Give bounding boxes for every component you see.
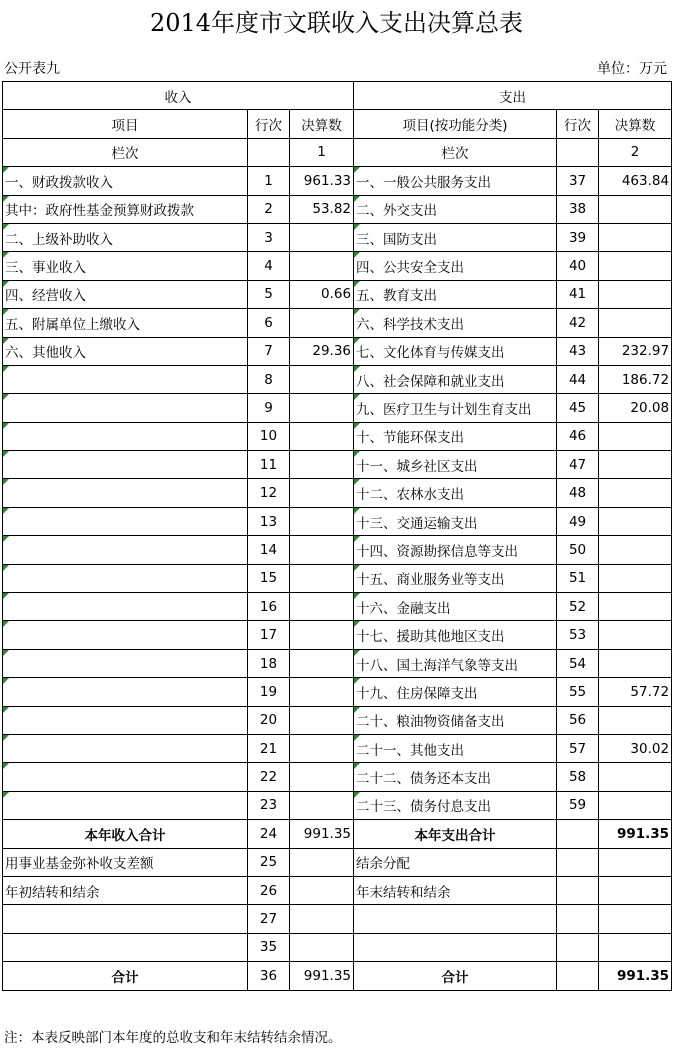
income-item-cell	[3, 593, 248, 621]
expense-row-number: 48	[557, 479, 599, 507]
income-row-number: 17	[248, 621, 290, 649]
income-amount-cell	[290, 564, 354, 592]
expense-row-number: 54	[557, 649, 599, 677]
income-amount-cell	[290, 706, 354, 734]
expense-item-header: 项目(按功能分类)	[354, 110, 557, 138]
expense-item-cell: 九、医疗卫生与计划生育支出	[354, 394, 557, 422]
table-row	[3, 365, 672, 393]
income-amount-cell	[290, 678, 354, 706]
expense-item-cell: 十六、金融支出	[354, 593, 557, 621]
income-amount-cell	[290, 848, 354, 876]
income-item-header: 项目	[3, 110, 248, 138]
income-row-number: 35	[248, 933, 290, 961]
table-row	[3, 734, 672, 762]
expense-amount-cell	[599, 536, 672, 564]
income-item-cell	[3, 734, 248, 762]
expense-amount-cell	[599, 593, 672, 621]
expense-row-number: 57	[557, 734, 599, 762]
income-grand-total-value: 991.35	[290, 962, 354, 990]
expense-item-cell	[354, 933, 557, 961]
income-amount-cell	[290, 223, 354, 251]
expense-amount-header: 决算数	[599, 110, 672, 138]
income-amount-cell	[290, 791, 354, 819]
income-row-number: 22	[248, 763, 290, 791]
expense-item-cell: 十三、交通运输支出	[354, 507, 557, 535]
table-row	[3, 678, 672, 706]
income-row-number: 27	[248, 905, 290, 933]
expense-row-number: 55	[557, 678, 599, 706]
table-row	[3, 309, 672, 337]
expense-amount-cell	[599, 848, 672, 876]
expense-row-number: 53	[557, 621, 599, 649]
income-item-cell	[3, 678, 248, 706]
income-item-cell	[3, 933, 248, 961]
expense-col-number: 2	[599, 138, 672, 166]
expense-row-number: 46	[557, 422, 599, 450]
expense-item-cell: 二十、粮油物资储备支出	[354, 706, 557, 734]
income-row-number: 1	[248, 167, 290, 195]
expense-amount-cell: 186.72	[599, 365, 672, 393]
header-row-columns	[3, 110, 672, 138]
header-row-lanci	[3, 138, 672, 166]
expense-amount-cell	[599, 763, 672, 791]
expense-item-cell: 十四、资源勘探信息等支出	[354, 536, 557, 564]
expense-row-number-empty	[557, 820, 599, 848]
expense-amount-cell	[599, 451, 672, 479]
income-item-cell	[3, 564, 248, 592]
expense-amount-cell	[599, 309, 672, 337]
income-item-cell: 其中：政府性基金预算财政拨款	[3, 195, 248, 223]
expense-grand-total-value: 991.35	[599, 962, 672, 990]
income-row-number: 11	[248, 451, 290, 479]
income-row-number: 24	[248, 820, 290, 848]
income-amount-cell	[290, 252, 354, 280]
income-amount-cell	[290, 394, 354, 422]
expense-row-number: 52	[557, 593, 599, 621]
expense-item-cell: 十二、农林水支出	[354, 479, 557, 507]
table-row	[3, 223, 672, 251]
income-rowno-header: 行次	[248, 110, 290, 138]
expense-item-cell: 八、社会保障和就业支出	[354, 365, 557, 393]
table-number: 公开表九	[4, 61, 60, 77]
expense-amount-cell	[599, 649, 672, 677]
income-amount-cell	[290, 507, 354, 535]
footnote: 注：本表反映部门本年度的总收支和年末结转结余情况。	[4, 1030, 342, 1046]
income-grand-total-label: 合计	[3, 962, 248, 990]
income-item-cell	[3, 649, 248, 677]
income-row-number: 23	[248, 791, 290, 819]
table-row	[3, 252, 672, 280]
expense-row-number: 41	[557, 280, 599, 308]
income-amount-cell	[290, 734, 354, 762]
expense-amount-cell	[599, 223, 672, 251]
expense-amount-cell: 463.84	[599, 167, 672, 195]
income-item-cell: 三、事业收入	[3, 252, 248, 280]
income-year-total-label: 本年收入合计	[3, 820, 248, 848]
income-row-number: 7	[248, 337, 290, 365]
income-row-number: 4	[248, 252, 290, 280]
table-row	[3, 848, 672, 876]
expense-item-cell: 四、公共安全支出	[354, 252, 557, 280]
expense-amount-cell	[599, 280, 672, 308]
income-amount-cell: 53.82	[290, 195, 354, 223]
expense-amount-cell	[599, 706, 672, 734]
table-row	[3, 422, 672, 450]
expense-item-cell: 二十三、债务付息支出	[354, 791, 557, 819]
expense-header: 支出	[354, 82, 672, 110]
income-row-number: 21	[248, 734, 290, 762]
expense-item-cell: 年末结转和结余	[354, 876, 557, 904]
year-total-row	[3, 820, 672, 848]
expense-row-number: 44	[557, 365, 599, 393]
income-amount-cell	[290, 479, 354, 507]
expense-item-cell: 十九、住房保障支出	[354, 678, 557, 706]
income-item-cell	[3, 536, 248, 564]
income-amount-cell	[290, 876, 354, 904]
table-row	[3, 706, 672, 734]
expense-row-number: 58	[557, 763, 599, 791]
expense-row-number: 56	[557, 706, 599, 734]
table-row	[3, 280, 672, 308]
table-row	[3, 933, 672, 961]
table-row	[3, 791, 672, 819]
expense-rowno-header: 行次	[557, 110, 599, 138]
grand-total-row	[3, 962, 672, 990]
expense-row-number: 49	[557, 507, 599, 535]
income-item-cell: 四、经营收入	[3, 280, 248, 308]
income-amount-cell	[290, 309, 354, 337]
income-amount-cell	[290, 422, 354, 450]
income-item-cell: 二、上级补助收入	[3, 223, 248, 251]
expense-row-number: 40	[557, 252, 599, 280]
table-row	[3, 195, 672, 223]
table-row	[3, 763, 672, 791]
income-row-number: 20	[248, 706, 290, 734]
income-year-total-value: 991.35	[290, 820, 354, 848]
income-row-number: 19	[248, 678, 290, 706]
income-item-cell	[3, 763, 248, 791]
expense-item-cell: 结余分配	[354, 848, 557, 876]
income-item-cell: 年初结转和结余	[3, 876, 248, 904]
expense-amount-cell: 232.97	[599, 337, 672, 365]
table-row	[3, 167, 672, 195]
income-row-number: 15	[248, 564, 290, 592]
income-amount-cell	[290, 451, 354, 479]
income-amount-cell	[290, 905, 354, 933]
table-row	[3, 479, 672, 507]
expense-row-number-empty	[557, 848, 599, 876]
expense-item-cell: 三、国防支出	[354, 223, 557, 251]
income-amount-cell	[290, 621, 354, 649]
expense-amount-cell	[599, 791, 672, 819]
expense-amount-cell: 20.08	[599, 394, 672, 422]
income-amount-cell: 961.33	[290, 167, 354, 195]
expense-amount-cell	[599, 621, 672, 649]
income-lanci-empty	[248, 138, 290, 166]
income-item-cell: 用事业基金弥补收支差额	[3, 848, 248, 876]
expense-amount-cell	[599, 252, 672, 280]
budget-table	[2, 81, 672, 991]
expense-item-cell: 七、文化体育与传媒支出	[354, 337, 557, 365]
expense-amount-cell	[599, 876, 672, 904]
expense-lanci-empty	[557, 138, 599, 166]
expense-amount-cell	[599, 507, 672, 535]
income-row-number: 9	[248, 394, 290, 422]
income-row-number: 6	[248, 309, 290, 337]
income-row-number: 18	[248, 649, 290, 677]
income-item-cell	[3, 905, 248, 933]
table-row	[3, 564, 672, 592]
expense-amount-cell: 57.72	[599, 678, 672, 706]
expense-amount-cell	[599, 933, 672, 961]
income-amount-cell	[290, 593, 354, 621]
income-row-number: 10	[248, 422, 290, 450]
expense-grand-total-label: 合计	[354, 962, 557, 990]
income-row-number: 8	[248, 365, 290, 393]
expense-item-cell: 十五、商业服务业等支出	[354, 564, 557, 592]
expense-item-cell: 五、教育支出	[354, 280, 557, 308]
table-row	[3, 337, 672, 365]
income-amount-cell	[290, 933, 354, 961]
expense-amount-cell: 30.02	[599, 734, 672, 762]
expense-item-cell: 六、科学技术支出	[354, 309, 557, 337]
income-item-cell	[3, 451, 248, 479]
table-row	[3, 394, 672, 422]
table-row	[3, 905, 672, 933]
expense-amount-cell	[599, 564, 672, 592]
income-row-number: 26	[248, 876, 290, 904]
unit-label: 单位：万元	[597, 61, 667, 77]
expense-item-cell: 十、节能环保支出	[354, 422, 557, 450]
income-row-number: 16	[248, 593, 290, 621]
expense-year-total-label: 本年支出合计	[354, 820, 557, 848]
expense-row-number: 59	[557, 791, 599, 819]
expense-item-cell: 二十二、债务还本支出	[354, 763, 557, 791]
income-amount-header: 决算数	[290, 110, 354, 138]
table-row	[3, 593, 672, 621]
income-row-number: 36	[248, 962, 290, 990]
expense-row-number: 43	[557, 337, 599, 365]
expense-row-number: 38	[557, 195, 599, 223]
expense-item-cell: 十八、国土海洋气象等支出	[354, 649, 557, 677]
expense-amount-cell	[599, 479, 672, 507]
expense-row-number: 51	[557, 564, 599, 592]
income-item-cell: 五、附属单位上缴收入	[3, 309, 248, 337]
income-item-cell	[3, 394, 248, 422]
header-row-section	[3, 82, 672, 110]
table-row	[3, 536, 672, 564]
table-row	[3, 451, 672, 479]
expense-item-cell: 十七、援助其他地区支出	[354, 621, 557, 649]
income-row-number: 12	[248, 479, 290, 507]
income-row-number: 3	[248, 223, 290, 251]
expense-row-number: 37	[557, 167, 599, 195]
income-row-number: 25	[248, 848, 290, 876]
income-col-number: 1	[290, 138, 354, 166]
income-item-cell	[3, 621, 248, 649]
income-lanci: 栏次	[3, 138, 248, 166]
income-amount-cell: 0.66	[290, 280, 354, 308]
expense-row-number: 45	[557, 394, 599, 422]
income-item-cell	[3, 422, 248, 450]
income-item-cell	[3, 791, 248, 819]
table-row	[3, 507, 672, 535]
income-amount-cell	[290, 536, 354, 564]
income-amount-cell	[290, 365, 354, 393]
table-row	[3, 649, 672, 677]
table-row	[3, 621, 672, 649]
expense-row-number: 47	[557, 451, 599, 479]
table-row	[3, 876, 672, 904]
expense-amount-cell	[599, 422, 672, 450]
expense-item-cell	[354, 905, 557, 933]
income-row-number: 5	[248, 280, 290, 308]
income-row-number: 14	[248, 536, 290, 564]
page-title: 2014年度市文联收入支出决算总表	[149, 9, 524, 37]
expense-amount-cell	[599, 905, 672, 933]
income-row-number: 2	[248, 195, 290, 223]
income-row-number: 13	[248, 507, 290, 535]
expense-item-cell: 二、外交支出	[354, 195, 557, 223]
income-item-cell: 一、财政拨款收入	[3, 167, 248, 195]
expense-lanci: 栏次	[354, 138, 557, 166]
expense-item-cell: 一、一般公共服务支出	[354, 167, 557, 195]
income-item-cell	[3, 706, 248, 734]
expense-item-cell: 十一、城乡社区支出	[354, 451, 557, 479]
income-header: 收入	[3, 82, 354, 110]
expense-item-cell: 二十一、其他支出	[354, 734, 557, 762]
expense-row-number-empty	[557, 933, 599, 961]
income-item-cell: 六、其他收入	[3, 337, 248, 365]
expense-year-total-value: 991.35	[599, 820, 672, 848]
income-amount-cell	[290, 649, 354, 677]
expense-amount-cell	[599, 195, 672, 223]
expense-row-number-empty	[557, 962, 599, 990]
income-item-cell	[3, 479, 248, 507]
income-amount-cell	[290, 763, 354, 791]
income-item-cell	[3, 365, 248, 393]
expense-row-number: 42	[557, 309, 599, 337]
expense-row-number-empty	[557, 905, 599, 933]
income-amount-cell: 29.36	[290, 337, 354, 365]
income-item-cell	[3, 507, 248, 535]
expense-row-number: 50	[557, 536, 599, 564]
expense-row-number: 39	[557, 223, 599, 251]
expense-row-number-empty	[557, 876, 599, 904]
